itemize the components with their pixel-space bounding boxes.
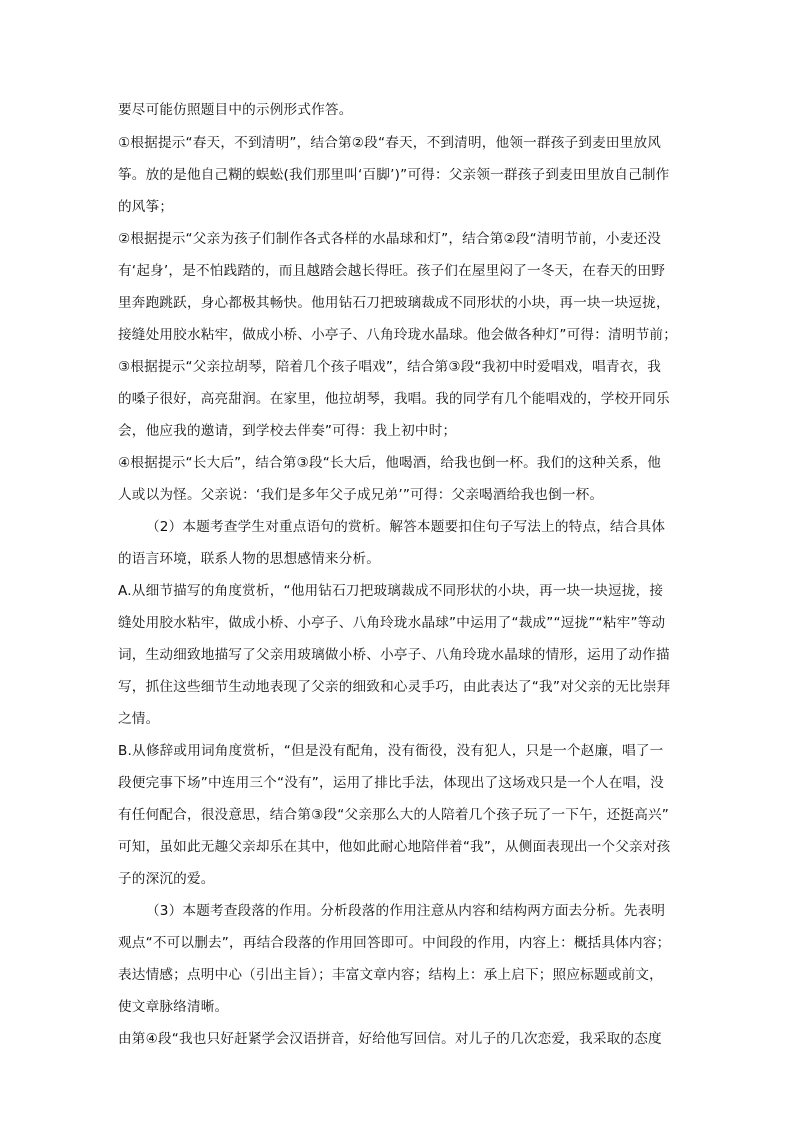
text-line: 段便完事下场”中连用三个“没有”，运用了排比手法，体现出了这场戏只是一个人在唱，没 — [118, 775, 664, 791]
text-line: 之情。 — [118, 711, 160, 727]
text-line: 有任何配合，很没意思，结合第③段“父亲那么大的人陪着几个孩子玩了一下午，还挺高兴” — [118, 807, 670, 823]
text-line: 筝。放的是他自己糊的蜈蚣(我们那里叫‘百脚’)”可得：父亲领一群孩子到麦田里放自己制作 — [118, 167, 670, 183]
text-line: 接缝处用胶水粘牢，做成小桥、小亭子、八角玲珑水晶球。他会做各种灯”可得：清明节前； — [118, 327, 677, 343]
text-line: 的语言环境，联系人物的思想感情来分析。 — [118, 551, 381, 567]
text-line: B.从修辞或用词角度赏析，“但是没有配角，没有衙役，没有犯人，只是一个赵廉，唱了一 — [118, 743, 664, 759]
text-line: 词，生动细致地描写了父亲用玻璃做小桥、小亭子、八角玲珑水晶球的情形，运用了动作描 — [118, 647, 670, 663]
text-line: （3）本题考查段落的作用。分析段落的作用注意从内容和结构两方面去分析。先表明 — [146, 903, 666, 919]
text-line: （2）本题考查学生对重点语句的赏析。解答本题要扣住句子写法上的特点，结合具体 — [146, 519, 666, 535]
text-line: 写，抓住这些细节生动地表现了父亲的细致和心灵手巧，由此表达了“我”对父亲的无比崇拜 — [118, 679, 671, 695]
text-line: ③根据提示“父亲拉胡琴，陪着几个孩子唱戏”，结合第③段“我初中时爱唱戏，唱青衣，我 — [118, 359, 662, 375]
text-line: 表达情感；点明中心（引出主旨）；丰富文章内容；结构上：承上启下；照应标题或前文， — [118, 967, 663, 983]
text-line: 可知，虽如此无趣父亲却乐在其中，他如此耐心地陪伴着“我”，从侧面表现出一个父亲对孩 — [118, 839, 671, 855]
text-line: 的风筝； — [118, 199, 174, 215]
text-line: 会，他应我的邀请，到学校去伴奏”可得：我上初中时； — [118, 423, 457, 439]
text-line: 由第④段“我也只好赶紧学会汉语拼音，好给他写回信。对儿子的几次恋爱，我采取的态度 — [118, 1031, 662, 1047]
text-line: 的嗓子很好，高亮甜润。在家里，他拉胡琴，我唱。我的同学有几个能唱戏的，学校开同乐 — [118, 391, 670, 407]
text-line: 使文章脉络清晰。 — [118, 999, 229, 1015]
text-line: ①根据提示“春天，不到清明”，结合第②段“春天，不到清明，他领一群孩子到麦田里放风 — [118, 135, 662, 151]
text-line: 要尽可能仿照题目中的示例形式作答。 — [118, 102, 353, 118]
text-line: 缝处用胶水粘牢，做成小桥、小亭子、八角玲珑水晶球”中运用了“裁成”“逗拢”“粘牢”等动 — [118, 615, 666, 631]
text-line: ④根据提示“长大后”，结合第③段“长大后，他喝酒，给我也倒一杯。我们的这种关系，他 — [118, 455, 662, 471]
text-line: 子的深沉的爱。 — [118, 871, 215, 887]
text-line: 有‘起身’，是不怕践踏的，而且越踏会越长得旺。孩子们在屋里闷了一冬天，在春天的田野 — [118, 263, 665, 279]
text-line: 观点“不可以删去”，再结合段落的作用回答即可。中间段的作用，内容上：概括具体内容； — [118, 935, 671, 951]
text-line: A.从细节描写的角度赏析，“他用钻石刀把玻璃裁成不同形状的小块，再一块一块逗拢，接 — [118, 583, 664, 599]
text-line: ②根据提示“父亲为孩子们制作各式各样的水晶球和灯”，结合第②段“清明节前，小麦还没 — [118, 231, 662, 247]
text-line: 里奔跑跳跃，身心都极其畅快。他用钻石刀把玻璃裁成不同形状的小块，再一块一块逗拢， — [118, 295, 670, 311]
text-line: 人或以为怪。父亲说：‘我们是多年父子成兄弟’”可得：父亲喝酒给我也倒一杯。 — [118, 487, 604, 503]
